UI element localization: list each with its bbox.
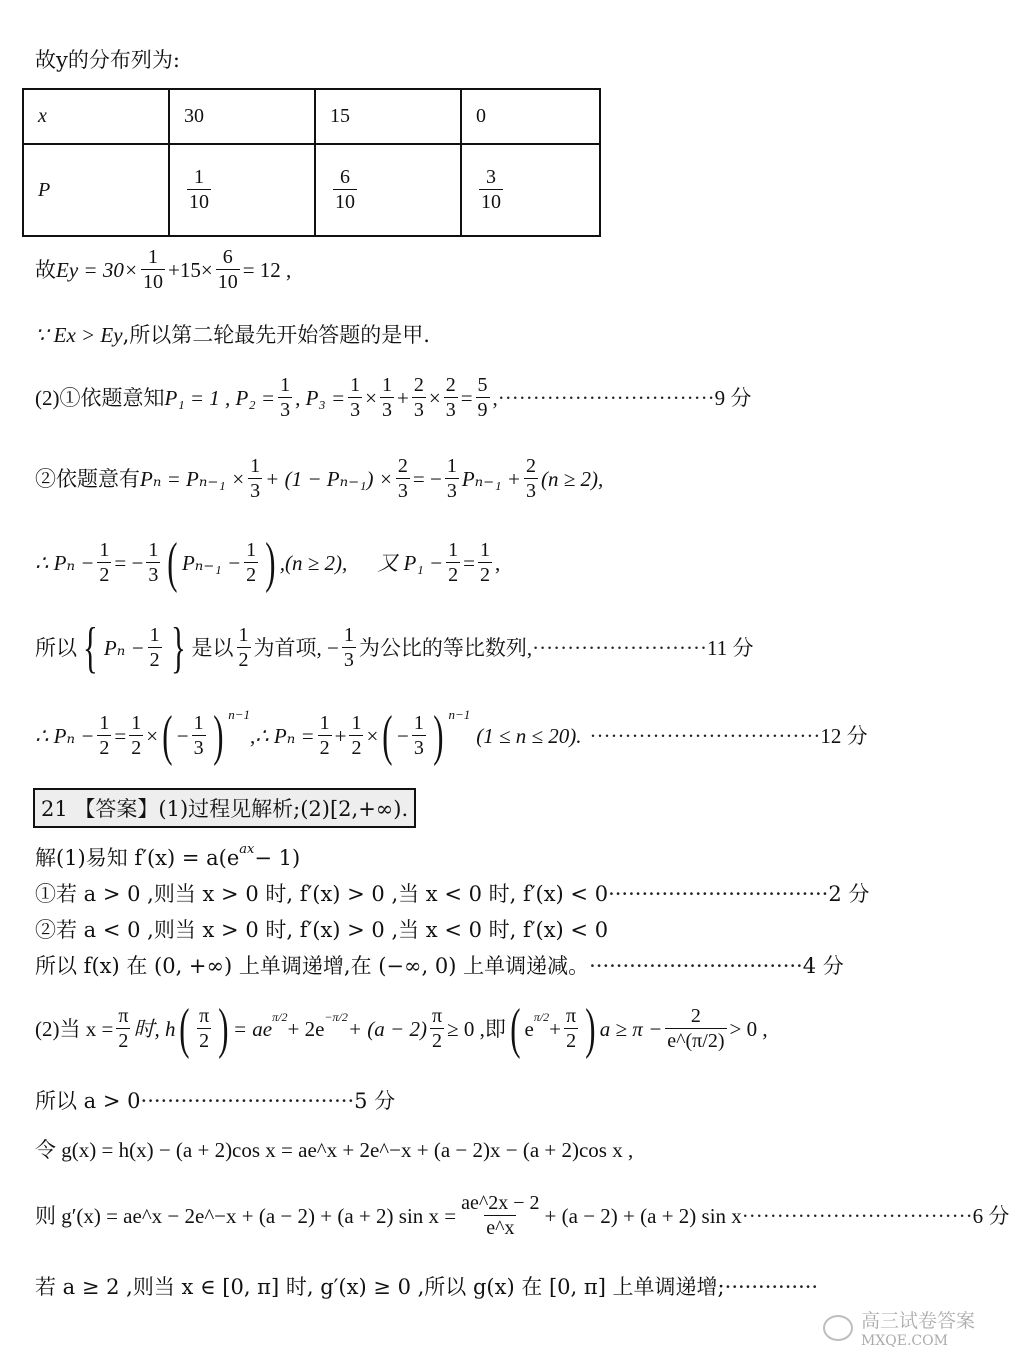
left-paren: ( — [510, 998, 521, 1060]
fraction: $\frac{1}{3}$ — [193, 712, 204, 759]
fraction: $\frac{1}{3}$ — [413, 712, 424, 759]
score-label: 4 分 — [802, 954, 844, 978]
solution-line-1: 解(1)易知 f′(x) = a(e ax − 1) — [35, 842, 301, 870]
fraction: $\frac{2}{3}$ — [525, 455, 536, 502]
left-paren: ( — [179, 998, 190, 1060]
left-paren: ( — [162, 705, 173, 767]
fraction: $\frac{1}{3}$ — [250, 455, 261, 502]
fraction: $\frac{1}{3}$ — [343, 624, 354, 671]
table-row — [23, 89, 600, 144]
score-label: 11 分 — [706, 635, 754, 660]
answer-box: 21 【答案】(1)过程见解析;(2)[2,+∞). — [33, 788, 416, 828]
comparison-line: ∵ Ex > Ey ,所以第二轮最先开始答题的是甲. — [35, 323, 430, 347]
table-cell — [315, 144, 461, 236]
intro-line: 故y的分布列为: — [35, 48, 180, 72]
right-paren: ) — [212, 705, 224, 767]
fraction: $\frac{2}{3}$ — [413, 374, 424, 421]
left-brace: { — [83, 617, 98, 679]
fraction: $\frac{1}{10}$ — [189, 166, 209, 213]
table-cell: 15 — [315, 89, 461, 144]
fraction: $\frac{1}{3}$ — [350, 374, 361, 421]
fraction: $\frac{1}{2}$ — [99, 539, 110, 586]
table-row — [23, 144, 600, 236]
fraction: $\frac{\pi}{2}$ — [118, 1005, 129, 1052]
part2-1-line: (2)①依题意知 P₁ = 1 , P₂ = $\frac{1}{3}$ , P₃ = $\frac{1}{3}$ × $\frac{1}{3}$ + $\frac{2}{3}$ × $\frac{2}{3}$ = $\frac{5}{9}$ ,······························· 9 分 — [35, 374, 752, 421]
table-cell — [169, 144, 315, 236]
g-derivative-line: 则 g′(x) = ae^x − 2e^−x + (a − 2) + (a + 2) sin x = $\frac{ae\^{}2x - 2}{e\^{}x}$ + (a − 2) + (a + 2) sin x ································· 6 分 — [35, 1192, 1009, 1239]
table-header-p: P — [23, 144, 169, 236]
left-paren: ( — [382, 705, 393, 767]
left-paren: ( — [167, 532, 178, 594]
wechat-icon — [823, 1315, 853, 1341]
table-cell: 30 — [169, 89, 315, 144]
fraction: $\frac{2}{3}$ — [397, 455, 408, 502]
score-label: 12 分 — [820, 723, 868, 748]
recurrence-line: ∴ Pₙ − $\frac{1}{2}$ = − $\frac{1}{3}$ ( Pₙ₋₁ − $\frac{1}{2}$ ) ,(n ≥ 2), 又 P₁ − $\frac{1}{2}$ = $\frac{1}{2}$ , — [35, 532, 501, 594]
fraction: $\frac{\pi}{2}$ — [199, 1005, 210, 1052]
geometric-sequence-line: 所以 { Pₙ − $\frac{1}{2}$ } 是以 $\frac{1}{2}$ 为首项, − $\frac{1}{3}$ 为公比的等比数列, ························· 11 分 — [35, 617, 754, 679]
fraction: $\frac{2}{3}$ — [445, 374, 456, 421]
table-cell: 0 — [461, 89, 600, 144]
fraction: $\frac{3}{10}$ — [481, 166, 501, 213]
fraction: $\frac{5}{9}$ — [477, 374, 488, 421]
monotonicity-line: 所以 f(x) 在 (0, +∞) 上单调递增,在 (−∞, 0) 上单调递减。 ································ 4 分 — [35, 954, 844, 978]
part2-2-line: ②依题意有 Pₙ = Pₙ₋₁ × $\frac{1}{3}$ + (1 − Pₙ₋₁) × $\frac{2}{3}$ = − $\frac{1}{3}$ Pₙ₋₁ + $\frac{2}{3}$ (n ≥ 2), — [35, 455, 604, 502]
table-header-x: x — [23, 89, 169, 144]
case-1-line: ①若 a > 0 ,则当 x > 0 时, f′(x) > 0 ,当 x < 0 时, f′(x) < 0 ································· 2 分 — [35, 882, 870, 906]
right-paren: ) — [265, 532, 276, 594]
score-label: 9 分 — [714, 385, 752, 410]
right-brace: } — [170, 617, 186, 679]
fraction: $\frac{1}{2}$ — [319, 712, 330, 759]
right-paren: ) — [433, 705, 444, 767]
fraction: $\frac{6}{10}$ — [335, 166, 355, 213]
fraction: $\frac{1}{2}$ — [238, 624, 249, 671]
fraction: $\frac{1}{2}$ — [246, 539, 257, 586]
fraction: $\frac{1}{3}$ — [148, 539, 159, 586]
table-cell — [461, 144, 600, 236]
fraction: $\frac{1}{3}$ — [280, 374, 291, 421]
result-line: ∴ Pₙ − $\frac{1}{2}$ = $\frac{1}{2}$ × ( − $\frac{1}{3}$ ) n−1 ,∴ Pₙ = $\frac{1}{2}$ + $\frac{1}{2}$ × ( − $\frac{1}{3}$ ) n−1 (1 ≤ n ≤ 20). ································· 12 分 — [35, 705, 868, 767]
a-positive-line: 所以 a > 0 ································ 5 分 — [35, 1089, 396, 1113]
fraction: $\frac{1}{2}$ — [131, 712, 142, 759]
fraction: $\frac{1}{2}$ — [448, 539, 459, 586]
score-label: 5 分 — [354, 1089, 396, 1113]
right-paren: ) — [585, 998, 596, 1060]
score-label: 6 分 — [972, 1203, 1009, 1228]
watermark: 高三试卷答案 MXQE.COM — [823, 1306, 975, 1349]
part2-substitution-line: (2)当 x = $\frac{\pi}{2}$ 时, h ( $\frac{\pi}{2}$ ) = ae π/2 + 2e −π/2 + (a − 2) $\frac{\pi}{2}$ ≥ 0 ,即 ( e π/2 + $\frac{\pi}{2}$ ) a ≥ π − $\frac{2}{e\^{}(\pi/2)}$ > 0 , — [35, 998, 768, 1060]
fraction: $\frac{2}{e\^{}(\pi/2)}$ — [667, 1005, 725, 1052]
fraction: $\frac{6}{10}$ — [217, 246, 238, 293]
fraction: $\frac{\pi}{2}$ — [431, 1005, 443, 1052]
case-2-line: ②若 a < 0 ,则当 x > 0 时, f′(x) > 0 ,当 x < 0 时, f′(x) < 0 — [35, 918, 609, 942]
score-label: 2 分 — [828, 882, 870, 906]
fraction: $\frac{1}{3}$ — [446, 455, 457, 502]
last-line: 若 a ≥ 2 ,则当 x ∈ [0, π] 时, g′(x) ≥ 0 ,所以 g(x) 在 [0, π] 上单调递增; ·············· — [35, 1275, 819, 1299]
fraction: $\frac{1}{2}$ — [149, 624, 160, 671]
fraction: $\frac{\pi}{2}$ — [566, 1005, 577, 1052]
fraction: $\frac{1}{2}$ — [351, 712, 362, 759]
fraction: $\frac{ae\^{}2x - 2}{e\^{}x}$ — [461, 1192, 540, 1239]
fraction: $\frac{1}{2}$ — [479, 539, 490, 586]
expectation-line: 故 Ey = 30× $\frac{1}{10}$ +15× $\frac{6}{10}$ = 12 , — [35, 246, 292, 293]
distribution-table — [22, 88, 601, 237]
fraction: $\frac{1}{2}$ — [99, 712, 110, 759]
right-paren: ) — [218, 998, 229, 1060]
fraction: $\frac{1}{3}$ — [382, 374, 393, 421]
fraction: $\frac{1}{10}$ — [143, 246, 163, 293]
g-definition-line: 令 g(x) = h(x) − (a + 2)cos x = ae^x + 2e^−x + (a − 2)x − (a + 2)cos x , — [35, 1138, 634, 1162]
